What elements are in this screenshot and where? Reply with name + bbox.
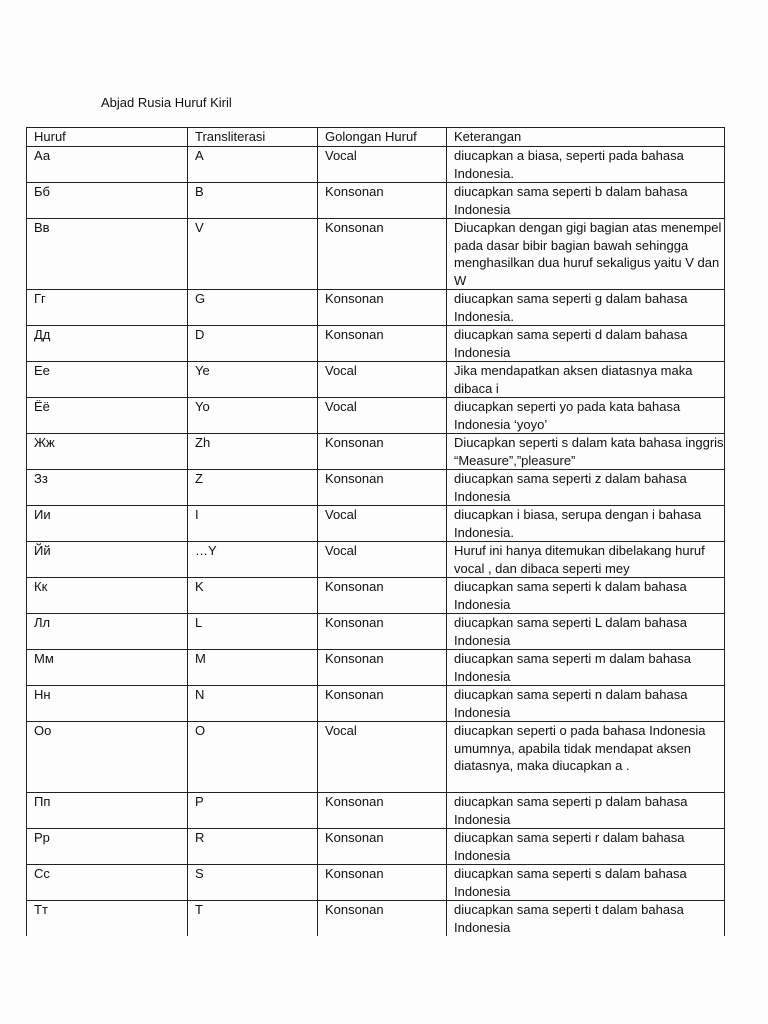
- cell-huruf: Дд: [27, 326, 188, 362]
- table-row: [27, 614, 725, 650]
- cell-huruf: Лл: [27, 614, 188, 650]
- cell-keterangan: diucapkan sama seperti d dalam bahasa Indonesia: [447, 326, 725, 362]
- cell-huruf: Бб: [27, 183, 188, 219]
- cell-transliterasi: V: [188, 219, 318, 290]
- table-row: [27, 506, 725, 542]
- cell-transliterasi: Ye: [188, 362, 318, 398]
- cell-transliterasi: O: [188, 722, 318, 793]
- cell-transliterasi: K: [188, 578, 318, 614]
- table-row: [27, 650, 725, 686]
- cell-keterangan: diucapkan sama seperti m dalam bahasa Indonesia: [447, 650, 725, 686]
- cell-golongan: Konsonan: [318, 829, 447, 865]
- cell-golongan: Konsonan: [318, 290, 447, 326]
- cell-golongan: Vocal: [318, 722, 447, 793]
- cell-golongan: Konsonan: [318, 793, 447, 829]
- cell-golongan: Konsonan: [318, 865, 447, 901]
- cell-transliterasi: B: [188, 183, 318, 219]
- cell-transliterasi: N: [188, 686, 318, 722]
- cell-huruf: Ии: [27, 506, 188, 542]
- table-row: [27, 722, 725, 793]
- cell-golongan: Konsonan: [318, 470, 447, 506]
- table-row: [27, 793, 725, 829]
- cell-keterangan: Jika mendapatkan aksen diatasnya maka dibaca i: [447, 362, 725, 398]
- table-row: [27, 865, 725, 901]
- cell-huruf: Сс: [27, 865, 188, 901]
- cell-huruf: Зз: [27, 470, 188, 506]
- header-keterangan: Keterangan: [447, 128, 725, 147]
- cell-keterangan: diucapkan a biasa, seperti pada bahasa Indonesia.: [447, 147, 725, 183]
- page-title: Abjad Rusia Huruf Kiril: [101, 95, 232, 110]
- alphabet-table: [26, 127, 725, 936]
- table-row: [27, 362, 725, 398]
- cell-keterangan: Diucapkan dengan gigi bagian atas menempel pada dasar bibir bagian bawah sehingga menghasilkan dua huruf sekaligus yaitu V dan W: [447, 219, 725, 290]
- cell-transliterasi: D: [188, 326, 318, 362]
- cell-keterangan: diucapkan seperti o pada bahasa Indonesia umumnya, apabila tidak mendapat aksen diatasnya, maka diucapkan a .: [447, 722, 725, 793]
- cell-golongan: Konsonan: [318, 686, 447, 722]
- cell-golongan: Konsonan: [318, 578, 447, 614]
- table-row: [27, 434, 725, 470]
- cell-huruf: Вв: [27, 219, 188, 290]
- cell-transliterasi: R: [188, 829, 318, 865]
- table-row: [27, 398, 725, 434]
- cell-huruf: Тт: [27, 901, 188, 937]
- table-row: [27, 219, 725, 290]
- cell-golongan: Vocal: [318, 147, 447, 183]
- cell-golongan: Konsonan: [318, 614, 447, 650]
- table-header-row: [27, 128, 725, 147]
- cell-transliterasi: Zh: [188, 434, 318, 470]
- header-golongan: Golongan Huruf: [318, 128, 447, 147]
- table-row: [27, 183, 725, 219]
- cell-golongan: Konsonan: [318, 219, 447, 290]
- cell-huruf: Йй: [27, 542, 188, 578]
- cell-transliterasi: …Y: [188, 542, 318, 578]
- cell-transliterasi: I: [188, 506, 318, 542]
- cell-keterangan: diucapkan sama seperti t dalam bahasa Indonesia: [447, 901, 725, 937]
- cell-keterangan: Huruf ini hanya ditemukan dibelakang huruf vocal , dan dibaca seperti mey: [447, 542, 725, 578]
- cell-huruf: Нн: [27, 686, 188, 722]
- cell-golongan: Vocal: [318, 398, 447, 434]
- cell-huruf: Ее: [27, 362, 188, 398]
- cell-golongan: Konsonan: [318, 183, 447, 219]
- table-row: [27, 470, 725, 506]
- cell-keterangan: diucapkan sama seperti r dalam bahasa Indonesia: [447, 829, 725, 865]
- table-row: [27, 578, 725, 614]
- cell-keterangan: diucapkan i biasa, serupa dengan i bahasa Indonesia.: [447, 506, 725, 542]
- table-row: [27, 686, 725, 722]
- cell-transliterasi: G: [188, 290, 318, 326]
- cell-keterangan: diucapkan sama seperti s dalam bahasa Indonesia: [447, 865, 725, 901]
- cell-keterangan: diucapkan sama seperti L dalam bahasa Indonesia: [447, 614, 725, 650]
- header-huruf: Huruf: [27, 128, 188, 147]
- cell-golongan: Konsonan: [318, 326, 447, 362]
- cell-keterangan: Diucapkan seperti s dalam kata bahasa inggris “Measure”,”pleasure”: [447, 434, 725, 470]
- cell-transliterasi: Yo: [188, 398, 318, 434]
- cell-huruf: Аа: [27, 147, 188, 183]
- table-row: [27, 901, 725, 937]
- cell-huruf: Ёё: [27, 398, 188, 434]
- cell-keterangan: diucapkan sama seperti p dalam bahasa Indonesia: [447, 793, 725, 829]
- cell-golongan: Vocal: [318, 506, 447, 542]
- cell-golongan: Vocal: [318, 362, 447, 398]
- cell-huruf: Рр: [27, 829, 188, 865]
- cell-transliterasi: L: [188, 614, 318, 650]
- cell-golongan: Konsonan: [318, 650, 447, 686]
- cell-transliterasi: T: [188, 901, 318, 937]
- table-row: [27, 542, 725, 578]
- cell-huruf: Пп: [27, 793, 188, 829]
- cell-huruf: Оо: [27, 722, 188, 793]
- cell-transliterasi: P: [188, 793, 318, 829]
- table-row: [27, 829, 725, 865]
- table-row: [27, 147, 725, 183]
- cell-keterangan: diucapkan sama seperti g dalam bahasa Indonesia.: [447, 290, 725, 326]
- cell-huruf: Гг: [27, 290, 188, 326]
- cell-transliterasi: A: [188, 147, 318, 183]
- table-row: [27, 326, 725, 362]
- cell-keterangan: diucapkan seperti yo pada kata bahasa Indonesia ‘yoyo’: [447, 398, 725, 434]
- cell-golongan: Konsonan: [318, 434, 447, 470]
- cell-keterangan: diucapkan sama seperti b dalam bahasa Indonesia: [447, 183, 725, 219]
- cell-keterangan: diucapkan sama seperti n dalam bahasa Indonesia: [447, 686, 725, 722]
- cell-huruf: Жж: [27, 434, 188, 470]
- cell-golongan: Vocal: [318, 542, 447, 578]
- table-row: [27, 290, 725, 326]
- cell-keterangan: diucapkan sama seperti z dalam bahasa Indonesia: [447, 470, 725, 506]
- cell-golongan: Konsonan: [318, 901, 447, 937]
- cell-transliterasi: S: [188, 865, 318, 901]
- cell-transliterasi: Z: [188, 470, 318, 506]
- cell-huruf: Мм: [27, 650, 188, 686]
- cell-huruf: Кк: [27, 578, 188, 614]
- header-transliterasi: Transliterasi: [188, 128, 318, 147]
- cell-keterangan: diucapkan sama seperti k dalam bahasa Indonesia: [447, 578, 725, 614]
- cell-transliterasi: M: [188, 650, 318, 686]
